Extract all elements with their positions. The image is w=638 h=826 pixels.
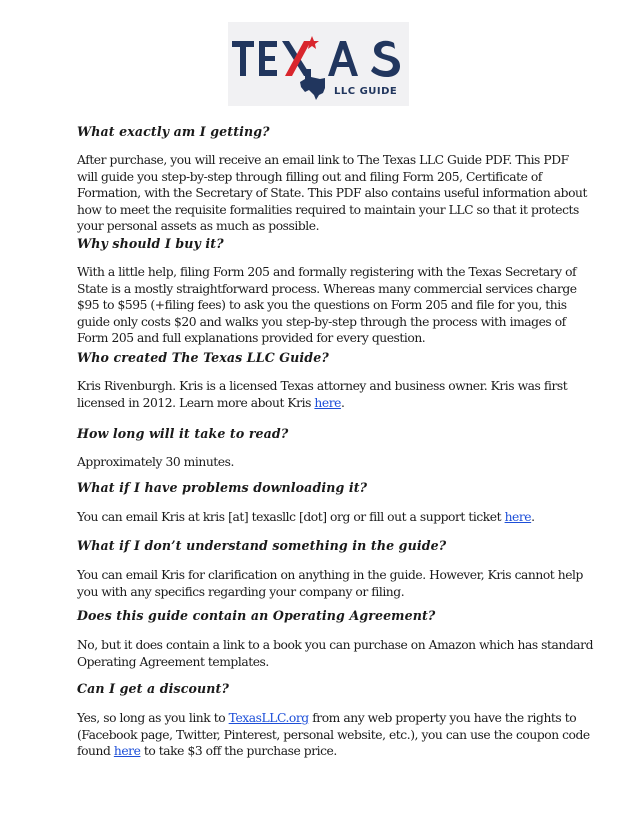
answer-line xyxy=(77,152,572,169)
faq-answer xyxy=(77,710,590,760)
faq-question: What if I don’t understand something in the guide? xyxy=(77,538,447,553)
faq-answer xyxy=(77,637,594,670)
answer-text: how to meet the requisite formalities required to maintain your LLC so that it protects xyxy=(77,202,579,217)
answer-line xyxy=(77,169,572,186)
answer-text: No, but it does contain a link to a book you can purchase on Amazon which has standard xyxy=(77,638,594,652)
answer-text: from any web property you have the rights to xyxy=(308,711,577,725)
answer-text: Approximately 30 minutes. xyxy=(77,455,234,469)
faq-question: Who created The Texas LLC Guide? xyxy=(77,350,329,365)
answer-line xyxy=(77,330,572,347)
answer-text: . xyxy=(531,510,535,524)
answer-line xyxy=(77,567,583,584)
answer-line xyxy=(77,584,572,601)
answer-line xyxy=(77,314,572,331)
answer-text: (Facebook page, Twitter, Pinterest, personal website, etc.), you can use the coupon code xyxy=(77,727,590,742)
answer-text: You can email Kris for clarification on anything in the guide. However, Kris cannot help xyxy=(77,568,583,582)
answer-text: to take $3 off the purchase price. xyxy=(140,744,337,758)
answer-text: . xyxy=(340,395,345,410)
answer-line xyxy=(77,727,590,744)
answer-text: Kris Rivenburgh. Kris is a licensed Texas attorney and business owner. Kris was first xyxy=(77,379,568,393)
faq-question: Does this guide contain an Operating Agreement? xyxy=(77,608,436,623)
answer-text: Form 205 and full explanations provided for every question. xyxy=(77,331,426,345)
here-link[interactable]: here xyxy=(504,510,532,524)
answer-line xyxy=(77,378,572,395)
answer-line xyxy=(77,185,587,202)
answer-line xyxy=(77,454,572,471)
faq-answer xyxy=(77,264,577,347)
faq-question: Can I get a discount? xyxy=(77,681,229,696)
answer-text: found xyxy=(77,744,114,758)
answer-line xyxy=(77,281,577,298)
answer-text: Operating Agreement templates. xyxy=(77,654,269,669)
faq-answer xyxy=(77,509,572,526)
faq-question: What exactly am I getting? xyxy=(77,124,270,139)
faq-answer xyxy=(77,454,572,471)
answer-text: Formation, with the Secretary of State. This PDF also contains useful information about xyxy=(77,186,587,200)
answer-line xyxy=(77,637,594,654)
answer-line xyxy=(77,395,572,412)
faq-answer xyxy=(77,152,587,235)
answer-text: $95 to $595 (+filing fees) to ask you the questions on Form 205 and file for you, this xyxy=(77,298,567,312)
answer-text: your personal assets as much as possible. xyxy=(77,219,320,233)
answer-text: licensed in 2012. Learn more about Kris xyxy=(77,395,315,410)
answer-line xyxy=(77,710,577,727)
faq-question: Why should I buy it? xyxy=(77,236,224,251)
answer-line xyxy=(77,264,577,281)
answer-line xyxy=(77,509,572,526)
faq-question: What if I have problems downloading it? xyxy=(77,480,368,495)
svg-text:LLC GUIDE: LLC GUIDE xyxy=(334,86,398,97)
answer-line xyxy=(77,202,579,219)
texasllc-org-link[interactable]: TexasLLC.org xyxy=(228,711,309,725)
answer-text: will guide you step-by-step through filling out and filing Form 205, Certificate of xyxy=(77,169,542,184)
here-link[interactable]: here xyxy=(314,395,341,410)
answer-line xyxy=(77,297,572,314)
faq-answer xyxy=(77,378,572,411)
answer-text: With a little help, filing Form 205 and formally registering with the Texas Secretary of xyxy=(77,265,577,279)
texas-llc-guide-logo xyxy=(228,22,409,106)
answer-text: Yes, so long as you link to xyxy=(77,711,229,725)
answer-line xyxy=(77,654,572,671)
answer-text: guide only costs $20 and walks you step-by-step through the process with images of xyxy=(77,314,566,329)
answer-line xyxy=(77,218,572,235)
answer-line xyxy=(77,743,572,760)
answer-text: After purchase, you will receive an email link to The Texas LLC Guide PDF. This PDF xyxy=(77,153,569,167)
answer-text: you with any specifics regarding your company or filing. xyxy=(77,584,405,599)
answer-text: You can email Kris at kris [at] texasllc [dot] org or fill out a support ticket xyxy=(77,510,505,524)
faq-answer xyxy=(77,567,583,600)
faq-question: How long will it take to read? xyxy=(77,426,289,441)
logo-graphic xyxy=(228,22,409,106)
answer-text: State is a mostly straightforward process. Whereas many commercial services charge xyxy=(77,281,577,296)
here-link[interactable]: here xyxy=(113,744,141,758)
